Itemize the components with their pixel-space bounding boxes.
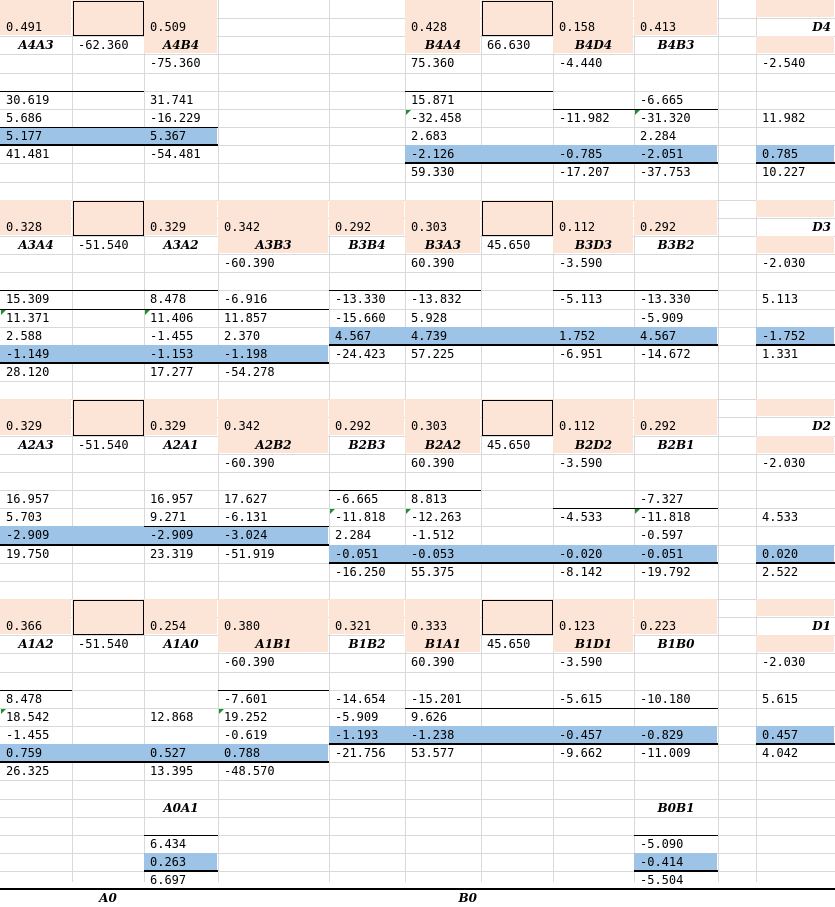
a4-r3c0[interactable]: 5.177 [6, 129, 43, 143]
b4-t8[interactable]: -37.753 [640, 165, 691, 179]
a4-r1c2[interactable]: 31.741 [150, 93, 194, 107]
b0-r1[interactable]: -5.090 [640, 837, 684, 851]
b2-r3c8[interactable]: -0.597 [640, 528, 684, 542]
gridline-row [0, 817, 835, 818]
a3-r3c0[interactable]: 2.588 [6, 329, 43, 343]
error-marker-icon [1, 709, 6, 714]
underline [0, 127, 218, 128]
b4-t10[interactable]: 10.227 [762, 165, 806, 179]
b4-t7[interactable]: -17.207 [559, 165, 610, 179]
a1-r2c2[interactable]: 12.868 [150, 710, 194, 724]
b4-r2c7[interactable]: -11.982 [559, 111, 610, 125]
a2b2-m[interactable]: -60.390 [224, 456, 275, 470]
b2-t8[interactable]: -19.792 [640, 565, 691, 579]
b2-r4c5[interactable]: -0.053 [411, 547, 455, 561]
a1-r1c3[interactable]: -7.601 [224, 692, 268, 706]
underline [72, 290, 218, 291]
a1-r2c0[interactable]: 18.542 [6, 710, 50, 724]
b2-r4c10[interactable]: 0.020 [762, 547, 799, 561]
a2-r1c3[interactable]: 17.627 [224, 492, 268, 506]
b4a4-m[interactable]: 75.360 [411, 56, 455, 70]
b3-r1c7[interactable]: -5.113 [559, 292, 603, 306]
b1-r2c5[interactable]: 9.626 [411, 710, 448, 724]
a2-r2c2[interactable]: 9.271 [150, 510, 187, 524]
error-marker-icon [1, 310, 6, 315]
a4-r2c0[interactable]: 5.686 [6, 111, 43, 125]
gridline-row [0, 780, 835, 781]
b3d3-f[interactable]: 0.112 [559, 220, 596, 234]
underline [0, 690, 72, 691]
peach-fill [756, 399, 834, 416]
a4-t0[interactable]: 41.481 [6, 147, 50, 161]
a0-t[interactable]: 6.697 [150, 873, 187, 887]
peach-fill [756, 635, 834, 652]
b2-r2c8[interactable]: -11.818 [640, 510, 691, 524]
underline [634, 835, 718, 836]
b3-r3c10[interactable]: -1.752 [762, 329, 806, 343]
a0a1-n[interactable]: A0A1 [163, 801, 199, 815]
b3-r1c4[interactable]: -13.330 [335, 292, 386, 306]
a2a1-f[interactable]: 0.329 [150, 419, 187, 433]
underline-thick [0, 362, 329, 364]
a2-r1c0[interactable]: 16.957 [6, 492, 50, 506]
a3-r4c0[interactable]: -1.149 [6, 347, 50, 361]
a1-t2[interactable]: 13.395 [150, 764, 194, 778]
a3-v[interactable]: -51.540 [78, 238, 129, 252]
a1-v[interactable]: -51.540 [78, 637, 129, 651]
a0-r1[interactable]: 6.434 [150, 837, 187, 851]
a2b2-n[interactable]: A2B2 [255, 438, 292, 452]
b2a2-n[interactable]: B2A2 [424, 438, 462, 452]
b1-r3c5[interactable]: -1.238 [411, 728, 455, 742]
underline [405, 91, 553, 92]
b1-t10[interactable]: 4.042 [762, 746, 799, 760]
d4-m[interactable]: -2.540 [762, 56, 806, 70]
b1-t7[interactable]: -9.662 [559, 746, 603, 760]
b4-r3c5[interactable]: 2.683 [411, 129, 448, 143]
a4-t2[interactable]: -54.481 [150, 147, 201, 161]
error-marker-icon [219, 709, 224, 714]
b2-t4[interactable]: -16.250 [335, 565, 386, 579]
a2-r3c3[interactable]: -3.024 [224, 528, 268, 542]
gridline-row [0, 472, 835, 473]
a2b2-f[interactable]: 0.342 [224, 419, 261, 433]
a2-r3c2[interactable]: -2.909 [150, 528, 194, 542]
b3d3-n[interactable]: B3D3 [574, 238, 613, 252]
a1-t3[interactable]: -48.570 [224, 764, 275, 778]
b1-r1c4[interactable]: -14.654 [335, 692, 386, 706]
underline-thick [756, 162, 835, 164]
underline [329, 490, 481, 491]
node-box [73, 600, 144, 635]
a2-r1c2[interactable]: 16.957 [150, 492, 194, 506]
b2-r1c4[interactable]: -6.665 [335, 492, 379, 506]
b2b3-f[interactable]: 0.292 [335, 419, 372, 433]
b4-r1c5[interactable]: 15.871 [411, 93, 455, 107]
a1a0-f[interactable]: 0.254 [150, 619, 187, 633]
peach-fill [756, 436, 834, 453]
d2-m[interactable]: -2.030 [762, 456, 806, 470]
gridline-row [0, 73, 835, 74]
b3-r1c5[interactable]: -13.832 [411, 292, 462, 306]
error-marker-icon [635, 509, 640, 514]
underline-thick [144, 870, 218, 872]
a1-r3c0[interactable]: -1.455 [6, 728, 50, 742]
a1a2-n[interactable]: A1A2 [18, 637, 54, 651]
b3-r2c8[interactable]: -5.909 [640, 311, 684, 325]
b3-t7[interactable]: -6.951 [559, 347, 603, 361]
d3[interactable]: D3 [812, 220, 831, 234]
peach-fill [756, 200, 834, 217]
b2-r1c8[interactable]: -7.327 [640, 492, 684, 506]
b0[interactable]: B0 [458, 891, 477, 905]
a4-r3c2[interactable]: 5.367 [150, 129, 187, 143]
b3-r2c4[interactable]: -15.660 [335, 311, 386, 325]
node-box [73, 400, 144, 436]
b1b0-f[interactable]: 0.223 [640, 619, 677, 633]
node-box [482, 1, 553, 36]
b1-r3c10[interactable]: 0.457 [762, 728, 799, 742]
a1-r4c0[interactable]: 0.759 [6, 746, 43, 760]
b0-r2[interactable]: -0.414 [640, 855, 684, 869]
a3a2-n[interactable]: A3A2 [163, 238, 199, 252]
b1-t8[interactable]: -11.009 [640, 746, 691, 760]
underline [553, 109, 634, 110]
underline [218, 690, 329, 691]
b1-r2c4[interactable]: -5.909 [335, 710, 379, 724]
b4-r4c7[interactable]: -0.785 [559, 147, 603, 161]
b0b1-n[interactable]: B0B1 [657, 801, 695, 815]
node-box [73, 201, 144, 236]
b4b3-f[interactable]: 0.413 [640, 20, 677, 34]
underline [329, 290, 481, 291]
a3a4-f[interactable]: 0.328 [6, 220, 43, 234]
gridline-row [0, 182, 835, 183]
b2-t7[interactable]: -8.142 [559, 565, 603, 579]
b1-r1c5[interactable]: -15.201 [411, 692, 462, 706]
a3-t3[interactable]: -54.278 [224, 365, 275, 379]
b1-v[interactable]: 45.650 [487, 637, 531, 651]
b1-r1c8[interactable]: -10.180 [640, 692, 691, 706]
b1d1-n[interactable]: B1D1 [574, 637, 613, 651]
a1-t0[interactable]: 26.325 [6, 764, 50, 778]
b4-r2c8[interactable]: -31.320 [640, 111, 691, 125]
a3-r1c0[interactable]: 15.309 [6, 292, 50, 306]
gridline-row [0, 581, 835, 582]
a3-r3c3[interactable]: 2.370 [224, 329, 261, 343]
underline-thick [756, 562, 835, 564]
underline [72, 309, 329, 310]
b2-r2c4[interactable]: -11.818 [335, 510, 386, 524]
b4-r4c8[interactable]: -2.051 [640, 147, 684, 161]
a3b3-f[interactable]: 0.342 [224, 220, 261, 234]
a3b3-m[interactable]: -60.390 [224, 256, 275, 270]
underline [0, 290, 72, 291]
b3-r3c5[interactable]: 4.739 [411, 329, 448, 343]
underline [144, 835, 218, 836]
b4-t5[interactable]: 59.330 [411, 165, 455, 179]
b2-v[interactable]: 45.650 [487, 438, 531, 452]
a1b1-n[interactable]: A1B1 [255, 637, 292, 651]
gridline-row [0, 381, 835, 382]
a3-r4c3[interactable]: -1.198 [224, 347, 268, 361]
d1-m[interactable]: -2.030 [762, 655, 806, 669]
a1-r4c3[interactable]: 0.788 [224, 746, 261, 760]
b3-v[interactable]: 45.650 [487, 238, 531, 252]
b4d4-f[interactable]: 0.158 [559, 20, 596, 34]
underline [0, 91, 144, 92]
a3-t2[interactable]: 17.277 [150, 365, 194, 379]
b2d2-n[interactable]: B2D2 [574, 438, 613, 452]
underline-thick [329, 562, 718, 564]
b3-t5[interactable]: 57.225 [411, 347, 455, 361]
b2-r3c4[interactable]: 2.284 [335, 528, 372, 542]
underline [144, 526, 329, 527]
b3-r3c4[interactable]: 4.567 [335, 329, 372, 343]
b2b1-f[interactable]: 0.292 [640, 419, 677, 433]
a2a3-f[interactable]: 0.329 [6, 419, 43, 433]
gridline-row [0, 672, 835, 673]
a1b1-m[interactable]: -60.390 [224, 655, 275, 669]
b2-r3c5[interactable]: -1.512 [411, 528, 455, 542]
underline-thick [634, 870, 718, 872]
b2d2-f[interactable]: 0.112 [559, 419, 596, 433]
b3b4-f[interactable]: 0.292 [335, 220, 372, 234]
c2-a4b4-f[interactable]: 0.509 [150, 20, 187, 34]
b3d3-m[interactable]: -3.590 [559, 256, 603, 270]
underline-thick [405, 162, 718, 164]
a3a4-n[interactable]: A3A4 [18, 238, 54, 252]
a3-r2c0[interactable]: 11.371 [6, 311, 50, 325]
b2b3-n[interactable]: B2B3 [348, 438, 386, 452]
b4a4-f[interactable]: 0.428 [411, 20, 448, 34]
underline-thick [756, 344, 835, 346]
b4-r4c10[interactable]: 0.785 [762, 147, 799, 161]
d3-m[interactable]: -2.030 [762, 256, 806, 270]
peach-fill [756, 236, 834, 253]
underline [405, 708, 718, 709]
b1-t5[interactable]: 53.577 [411, 746, 455, 760]
c0-a4a3-n[interactable]: A4A3 [18, 38, 54, 52]
a1-r4c2[interactable]: 0.527 [150, 746, 187, 760]
a2-r3c0[interactable]: -2.909 [6, 528, 50, 542]
underline-thick [0, 761, 329, 763]
b3-t8[interactable]: -14.672 [640, 347, 691, 361]
b1-r3c4[interactable]: -1.193 [335, 728, 379, 742]
underline-thick [0, 544, 329, 546]
b3-t10[interactable]: 1.331 [762, 347, 799, 361]
error-marker-icon [635, 110, 640, 115]
b2-t10[interactable]: 2.522 [762, 565, 799, 579]
error-marker-icon [145, 310, 150, 315]
b2b1-n[interactable]: B2B1 [657, 438, 695, 452]
peach-fill [756, 0, 834, 17]
b2-r2c7[interactable]: -4.533 [559, 510, 603, 524]
a1a0-n[interactable]: A1A0 [163, 637, 199, 651]
b3-r1c10[interactable]: 5.113 [762, 292, 799, 306]
b1-r1c10[interactable]: 5.615 [762, 692, 799, 706]
c1-a4-v[interactable]: -62.360 [78, 38, 129, 52]
b2-r4c8[interactable]: -0.051 [640, 547, 684, 561]
c2-a4b4-n[interactable]: A4B4 [162, 38, 200, 52]
a1-r2c3[interactable]: 19.252 [224, 710, 268, 724]
peach-fill [756, 36, 834, 53]
peach-fill [756, 599, 834, 616]
node-box [73, 1, 144, 36]
d1[interactable]: D1 [812, 619, 831, 633]
node-box [482, 400, 553, 436]
b1-r3c8[interactable]: -0.829 [640, 728, 684, 742]
a3-r2c3[interactable]: 11.857 [224, 311, 268, 325]
underline [0, 309, 72, 310]
underline [634, 109, 718, 110]
a1-r1c0[interactable]: 8.478 [6, 692, 43, 706]
b4b3-n[interactable]: B4B3 [657, 38, 695, 52]
a3-r4c2[interactable]: -1.153 [150, 347, 194, 361]
error-marker-icon [406, 509, 411, 514]
error-marker-icon [330, 509, 335, 514]
gridline-col [718, 0, 719, 882]
b4a4-n[interactable]: B4A4 [424, 38, 462, 52]
a3-t0[interactable]: 28.120 [6, 365, 50, 379]
a3a2-f[interactable]: 0.329 [150, 220, 187, 234]
b4-r2c10[interactable]: 11.982 [762, 111, 806, 125]
a3-r1c2[interactable]: 8.478 [150, 292, 187, 306]
b3-r1c8[interactable]: -13.330 [640, 292, 691, 306]
b2-r2c5[interactable]: -12.263 [411, 510, 462, 524]
b2a2-m[interactable]: 60.390 [411, 456, 455, 470]
b2-r1c5[interactable]: 8.813 [411, 492, 448, 506]
b2d2-m[interactable]: -3.590 [559, 456, 603, 470]
a1-r3c3[interactable]: -0.619 [224, 728, 268, 742]
b1b2-f[interactable]: 0.321 [335, 619, 372, 633]
a4-r1c0[interactable]: 30.619 [6, 93, 50, 107]
d4[interactable]: D4 [812, 20, 831, 34]
b1a1-n[interactable]: B1A1 [424, 637, 462, 651]
b0-t[interactable]: -5.504 [640, 873, 684, 887]
a2-t0[interactable]: 19.750 [6, 547, 50, 561]
b3b4-n[interactable]: B3B4 [348, 238, 386, 252]
b3-r3c7[interactable]: 1.752 [559, 329, 596, 343]
b4-r2c5[interactable]: -32.458 [411, 111, 462, 125]
b4d4-n[interactable]: B4D4 [574, 38, 613, 52]
a2-r2c0[interactable]: 5.703 [6, 510, 43, 524]
b2-r4c4[interactable]: -0.051 [335, 547, 379, 561]
b1d1-m[interactable]: -3.590 [559, 655, 603, 669]
error-marker-icon [406, 110, 411, 115]
b1b2-n[interactable]: B1B2 [348, 637, 386, 651]
c0-a4a3-f[interactable]: 0.491 [6, 20, 43, 34]
b2-t5[interactable]: 55.375 [411, 565, 455, 579]
b3-r2c5[interactable]: 5.928 [411, 311, 448, 325]
b1-t4[interactable]: -21.756 [335, 746, 386, 760]
b4-r4c5[interactable]: -2.126 [411, 147, 455, 161]
a4-r2c2[interactable]: -16.229 [150, 111, 201, 125]
underline-thick [329, 743, 718, 745]
underline-thick [0, 888, 835, 890]
b1a1-m[interactable]: 60.390 [411, 655, 455, 669]
b3a3-n[interactable]: B3A3 [424, 238, 462, 252]
b4-r1c8[interactable]: -6.665 [640, 93, 684, 107]
b3-r3c8[interactable]: 4.567 [640, 329, 677, 343]
a0-r2[interactable]: 0.263 [150, 855, 187, 869]
a3-r2c2[interactable]: 11.406 [150, 311, 194, 325]
a1a2-f[interactable]: 0.366 [6, 619, 43, 633]
b4-v[interactable]: 66.630 [487, 38, 531, 52]
d2[interactable]: D2 [812, 419, 831, 433]
a2-v[interactable]: -51.540 [78, 438, 129, 452]
a1b1-f[interactable]: 0.380 [224, 619, 261, 633]
a3-r1c3[interactable]: -6.916 [224, 292, 268, 306]
underline [553, 290, 718, 291]
b3a3-f[interactable]: 0.303 [411, 220, 448, 234]
b1b0-n[interactable]: B1B0 [657, 637, 695, 651]
underline-thick [0, 144, 218, 146]
b3-t4[interactable]: -24.423 [335, 347, 386, 361]
a2a1-n[interactable]: A2A1 [163, 438, 199, 452]
a3b3-n[interactable]: A3B3 [255, 238, 292, 252]
node-box [482, 600, 553, 635]
b1-r1c7[interactable]: -5.615 [559, 692, 603, 706]
node-box [482, 201, 553, 236]
underline-thick [756, 743, 835, 745]
b3a3-m[interactable]: 60.390 [411, 256, 455, 270]
a2-r2c3[interactable]: -6.131 [224, 510, 268, 524]
a2-t3[interactable]: -51.919 [224, 547, 275, 561]
a2-t2[interactable]: 23.319 [150, 547, 194, 561]
c2-a4b4-m[interactable]: -75.360 [150, 56, 201, 70]
b4-r3c8[interactable]: 2.284 [640, 129, 677, 143]
b3b2-n[interactable]: B3B2 [657, 238, 695, 252]
underline-thick [329, 344, 718, 346]
b1-r3c7[interactable]: -0.457 [559, 728, 603, 742]
b1a1-f[interactable]: 0.333 [411, 619, 448, 633]
b3b2-f[interactable]: 0.292 [640, 220, 677, 234]
b1d1-f[interactable]: 0.123 [559, 619, 596, 633]
b2-r2c10[interactable]: 4.533 [762, 510, 799, 524]
a2a3-n[interactable]: A2A3 [18, 438, 54, 452]
b2a2-f[interactable]: 0.303 [411, 419, 448, 433]
a0[interactable]: A0 [99, 891, 117, 905]
b4d4-m[interactable]: -4.440 [559, 56, 603, 70]
a3-r3c2[interactable]: -1.455 [150, 329, 194, 343]
b2-r4c7[interactable]: -0.020 [559, 547, 603, 561]
gridline-row [0, 272, 835, 273]
